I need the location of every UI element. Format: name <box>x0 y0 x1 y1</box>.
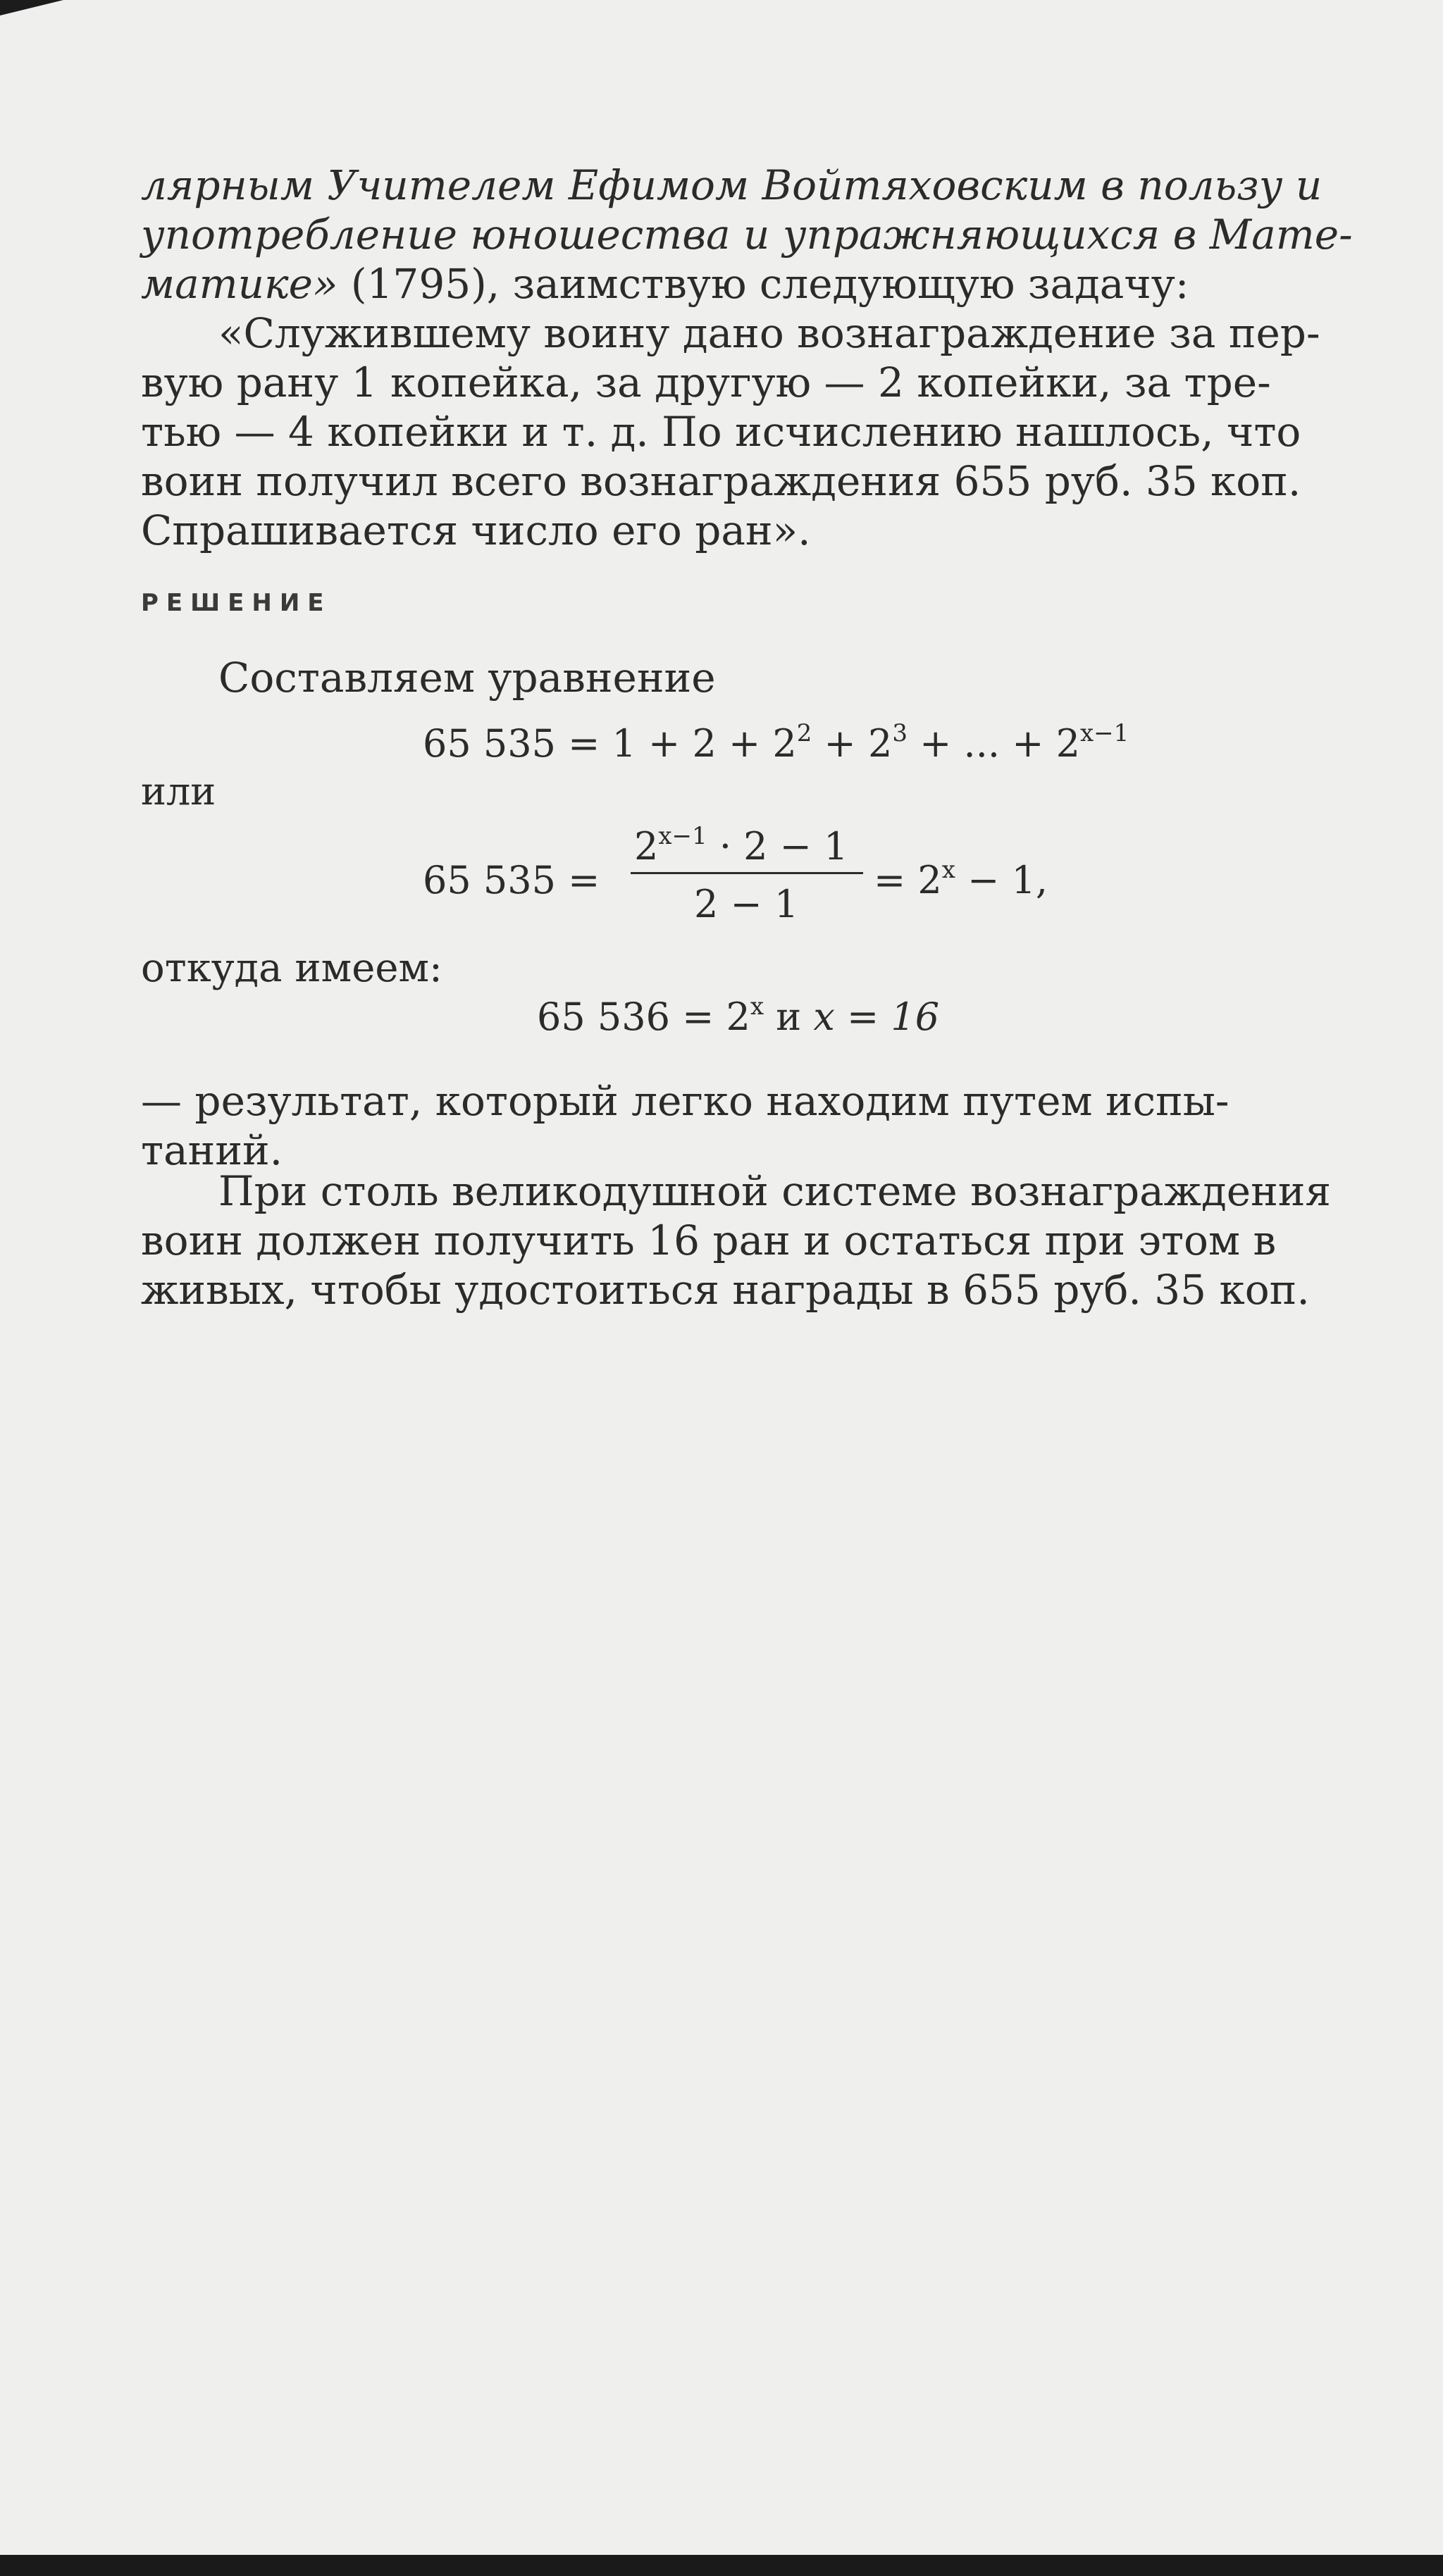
intro-line-3-rest: (1795), заимствую следующую задачу: <box>337 260 1189 308</box>
result-line-1: — результат, который легко находим путем испы- <box>141 1077 1230 1125</box>
eq2-left: 65 535 = <box>423 858 600 902</box>
eq2-right-sup: x <box>941 856 955 884</box>
conclusion-line-1: При столь великодушной системе вознаграждения <box>218 1167 1331 1215</box>
eq2-num-rest: · 2 − 1 <box>707 824 848 869</box>
intro-line-2: употребление юношества и упражняющихся в Мате- <box>141 211 1353 259</box>
eq1-mid: + 2 <box>812 721 893 766</box>
fraction-bar <box>631 872 863 874</box>
eq2-denominator: 2 − 1 <box>694 882 799 926</box>
eq1-sup-3: x−1 <box>1079 719 1129 747</box>
eq3-b: и <box>764 995 814 1039</box>
compose-text: Составляем уравнение <box>218 654 716 702</box>
solution-heading: РЕШЕНИЕ <box>141 589 332 617</box>
eq2-right-a: = 2 <box>874 858 942 902</box>
problem-line-1: «Служившему воину дано вознаграждение за пер- <box>218 309 1320 357</box>
problem-line-5: Спрашивается число его ран». <box>141 506 811 554</box>
problem-line-4: воин получил всего вознаграждения 655 руб. 35 коп. <box>141 457 1301 505</box>
result-paragraph <box>141 1076 1367 1175</box>
eq3-sup: x <box>750 993 764 1021</box>
result-line-2: таний. <box>141 1126 283 1174</box>
problem-line-3: тью — 4 копейки и т. д. По исчислению нашлось, что <box>141 408 1301 456</box>
eq3-a: 65 536 = 2 <box>537 995 750 1039</box>
eq2-right <box>874 858 1048 902</box>
eq2-right-b: − 1, <box>955 858 1048 902</box>
intro-line-1: лярным Учителем Ефимом Войтяховским в пользу и <box>141 161 1323 209</box>
eq1-sup-2: 3 <box>892 719 908 747</box>
eq1-sup-1: 2 <box>796 719 812 747</box>
eq1-left: 65 535 = 1 + 2 + 2 <box>423 721 797 766</box>
intro-line-3 <box>141 259 1367 309</box>
scan-corner-mark <box>0 0 63 15</box>
equation-1 <box>423 721 1129 766</box>
conclusion-line-2: воин должен получить 16 ран и остаться при этом в <box>141 1217 1277 1264</box>
conclusion-paragraph <box>141 1166 1367 1314</box>
scan-bottom-edge <box>0 2555 1443 2576</box>
eq2-num-base: 2 <box>634 824 659 869</box>
whence-text: откуда имеем: <box>141 945 442 991</box>
equation-3 <box>537 995 939 1039</box>
intro-and-problem <box>141 161 1367 555</box>
eq3-c: x = 16 <box>813 995 940 1039</box>
problem-line-2: вую рану 1 копейка, за другую — 2 копейки, за тре- <box>141 359 1271 406</box>
or-text: или <box>141 769 216 814</box>
eq2-numerator <box>634 824 848 869</box>
eq2-num-sup: x−1 <box>658 822 707 850</box>
eq1-right: + ... + 2 <box>907 721 1080 766</box>
conclusion-line-3: живых, чтобы удостоиться награды в 655 руб. 35 коп. <box>141 1266 1310 1314</box>
intro-line-3-italic: матике» <box>141 260 338 308</box>
